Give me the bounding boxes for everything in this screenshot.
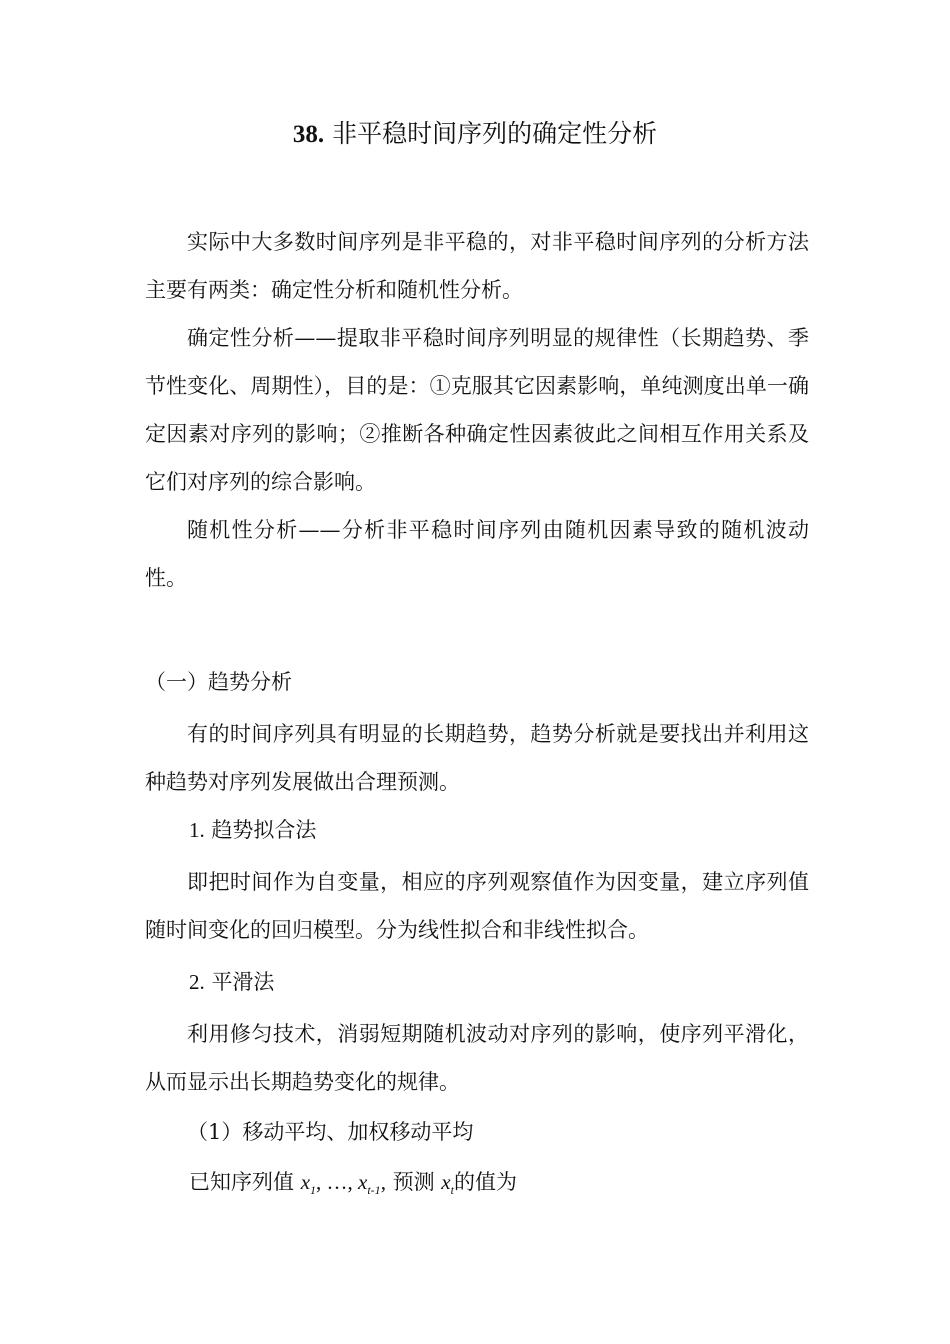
item-1-number: 1. [189, 818, 205, 842]
formula-prefix: 已知序列值 [189, 1170, 294, 1194]
formula-suffix: 的值为 [453, 1170, 517, 1194]
item-1-paragraph: 即把时间作为自变量，相应的序列观察值作为因变量，建立序列值随时间变化的回归模型。分为线性拟合和非线性拟合。 [145, 870, 809, 942]
var-xt: $x_t$ [441, 1170, 454, 1198]
item-1-heading [189, 806, 316, 854]
formula-mid: 预测 [385, 1170, 442, 1194]
intro-paragraph-2: 确定性分析——提取非平稳时间序列明显的规律性（长期趋势、季节性变化、周期性），目的是：①克服其它因素影响，单纯测度出单一确定因素对序列的影响；②推断各种确定性因素彼此之间相互作用关系及它们对序列的综合影响。 [145, 326, 809, 494]
var-x1: $x_1$ [300, 1170, 317, 1198]
intro-paragraph-3: 随机性分析——分析非平稳时间序列由随机因素导致的随机波动性。 [145, 518, 809, 590]
item-1-title: 趋势拟合法 [211, 818, 317, 842]
var-xt-1: $x_{t-1}$ [358, 1170, 381, 1198]
title-number: 38. [292, 121, 325, 148]
item-2-title: 平滑法 [211, 970, 275, 994]
item-2-number: 2. [189, 970, 205, 994]
comma: , [380, 1170, 386, 1194]
title-text: 非平稳时间序列的确定性分析 [332, 119, 658, 148]
section-heading-trend: （一）趋势分析 [145, 670, 292, 694]
item-2-heading [189, 958, 274, 1006]
ellipsis-separator: , …, [316, 1170, 359, 1194]
subsection-moving-average: （1）移动平均、加权移动平均 [187, 1120, 474, 1144]
page-title [0, 116, 950, 153]
intro-paragraph-1: 实际中大多数时间序列是非平稳的，对非平稳时间序列的分析方法主要有两类：确定性分析和随机性分析。 [145, 230, 809, 302]
item-2-paragraph: 利用修匀技术，消弱短期随机波动对序列的影响，使序列平滑化，从而显示出长期趋势变化的规律。 [145, 1022, 809, 1094]
formula-line [189, 1158, 517, 1214]
trend-paragraph: 有的时间序列具有明显的长期趋势，趋势分析就是要找出并利用这种趋势对序列发展做出合理预测。 [145, 722, 809, 794]
